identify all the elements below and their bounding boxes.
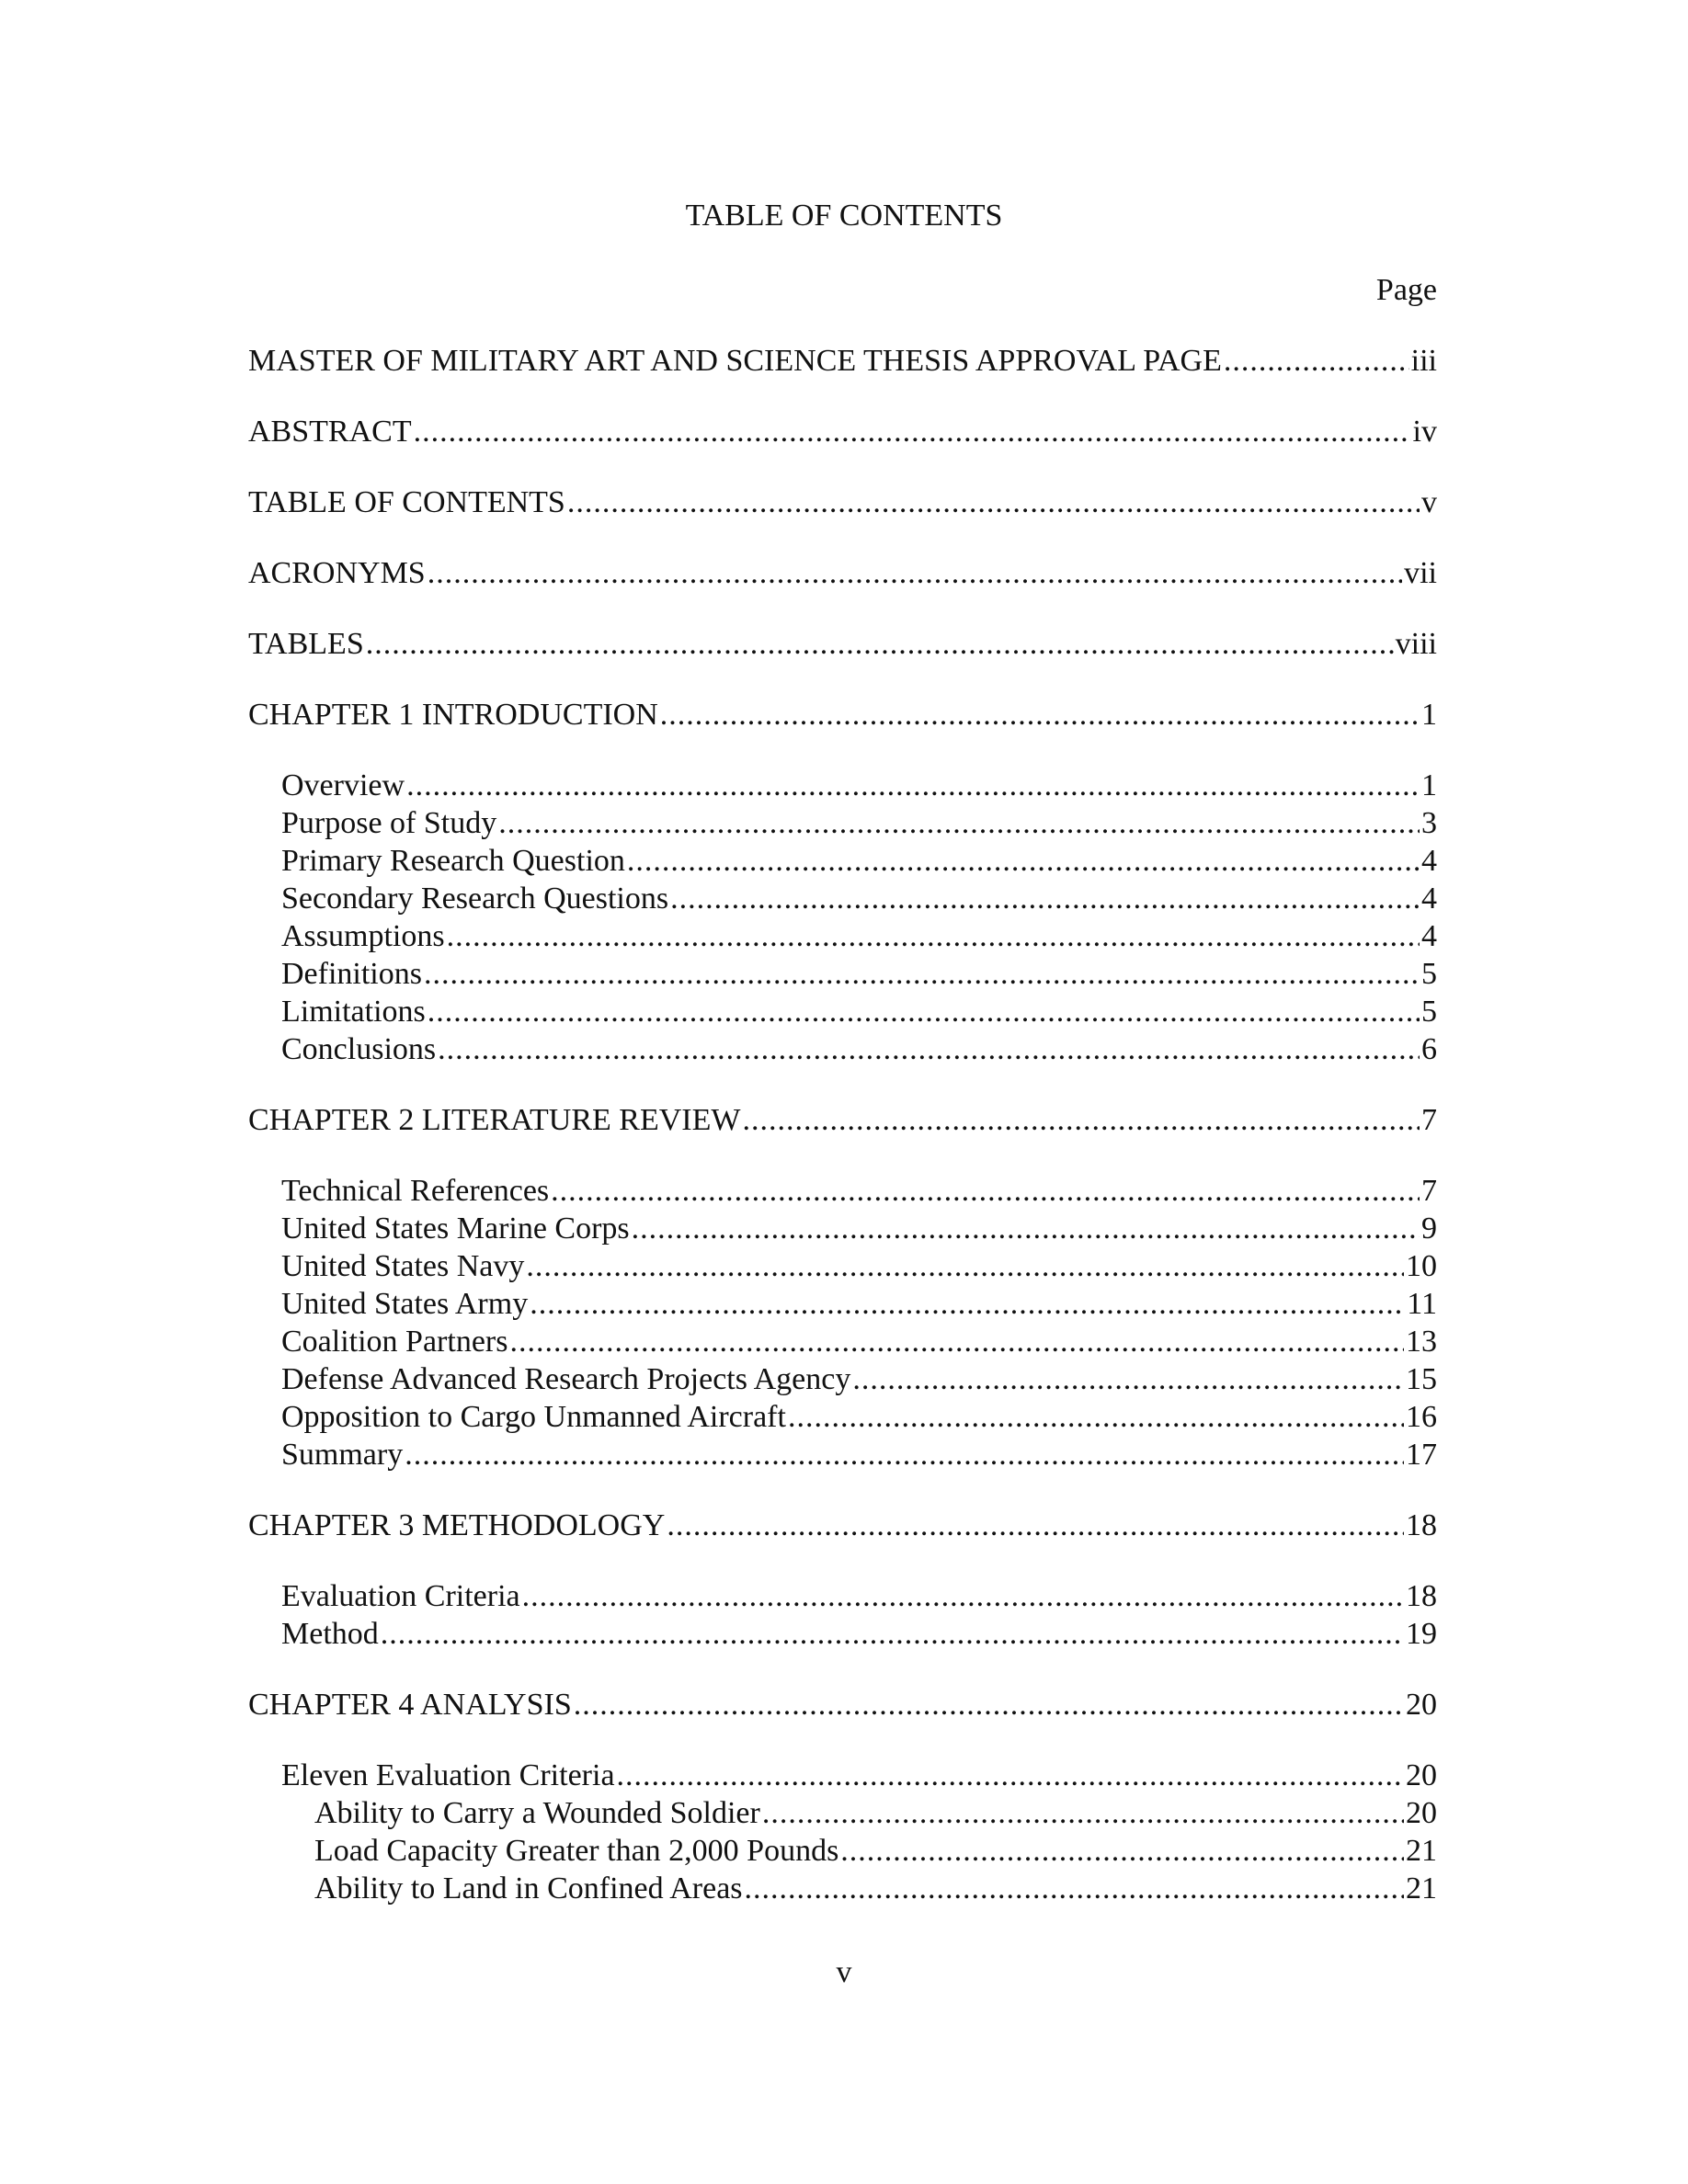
toc-entry-label: Defense Advanced Research Projects Agency (281, 1362, 851, 1396)
dot-leader (424, 956, 1420, 993)
toc-entry-chapter-3[interactable] (248, 1507, 1437, 1544)
toc-entry-approval-page[interactable] (248, 343, 1437, 380)
toc-entry-summary[interactable] (248, 1437, 1437, 1473)
dot-leader (522, 1578, 1404, 1615)
dot-leader (438, 1031, 1420, 1068)
dot-leader (498, 805, 1420, 842)
dot-leader (406, 768, 1420, 804)
toc-entry-page: 5 (1421, 995, 1437, 1029)
toc-entry-page: 5 (1421, 957, 1437, 991)
toc-entry-page: 9 (1421, 1211, 1437, 1246)
toc-entry-label: CHAPTER 2 LITERATURE REVIEW (248, 1103, 741, 1137)
toc-entry-label: Evaluation Criteria (281, 1579, 520, 1613)
toc-entry-tables[interactable] (248, 626, 1437, 663)
toc-entry-page: 1 (1421, 698, 1437, 732)
toc-entry-limitations[interactable] (248, 994, 1437, 1030)
toc-entry-secondary-research-questions[interactable] (248, 881, 1437, 917)
toc-entry-page: 20 (1406, 1688, 1437, 1722)
toc-entry-page: 10 (1406, 1249, 1437, 1283)
toc-entry-purpose-of-study[interactable] (248, 805, 1437, 842)
toc-entry-page: 21 (1406, 1834, 1437, 1868)
toc-entry-conclusions[interactable] (248, 1031, 1437, 1068)
dot-leader (1224, 343, 1409, 380)
toc-entry-page: 4 (1421, 844, 1437, 878)
toc-entry-label: Load Capacity Greater than 2,000 Pounds (314, 1834, 839, 1868)
toc-entry-page: 17 (1406, 1438, 1437, 1472)
page-column-heading: Page (1375, 273, 1437, 307)
toc-entry-label: United States Marine Corps (281, 1211, 630, 1246)
toc-entry-definitions[interactable] (248, 956, 1437, 993)
toc-entry-wounded-soldier[interactable] (248, 1795, 1437, 1832)
toc-entry-page: 13 (1406, 1325, 1437, 1359)
toc-entry-chapter-1[interactable] (248, 697, 1437, 734)
toc-entry-page: 18 (1406, 1579, 1437, 1613)
toc-entry-technical-references[interactable] (248, 1173, 1437, 1210)
dot-leader (660, 697, 1420, 734)
toc-entry-page: 15 (1406, 1362, 1437, 1396)
toc-entry-label: Method (281, 1617, 379, 1651)
dot-leader (530, 1286, 1405, 1323)
toc-entry-opposition[interactable] (248, 1399, 1437, 1436)
table-of-contents (248, 0, 1437, 2184)
toc-entry-page: 20 (1406, 1796, 1437, 1830)
dot-leader (670, 881, 1420, 917)
dot-leader (567, 484, 1420, 521)
dot-leader (428, 994, 1420, 1030)
toc-entry-page: 6 (1421, 1032, 1437, 1066)
dot-leader (381, 1616, 1404, 1653)
toc-entry-label: Conclusions (281, 1032, 437, 1066)
toc-entry-label: Summary (281, 1438, 404, 1472)
dot-leader (762, 1795, 1404, 1832)
toc-entry-label: United States Army (281, 1287, 529, 1321)
toc-entry-label: Ability to Carry a Wounded Soldier (314, 1796, 760, 1830)
toc-entry-label: Definitions (281, 957, 422, 991)
toc-entry-page: 21 (1406, 1871, 1437, 1905)
toc-entry-label: Primary Research Question (281, 844, 625, 878)
toc-entry-label: Eleven Evaluation Criteria (281, 1758, 615, 1792)
dot-leader (574, 1687, 1404, 1723)
toc-entry-label: Coalition Partners (281, 1325, 508, 1359)
dot-leader (617, 1757, 1404, 1794)
toc-entry-page: 18 (1406, 1508, 1437, 1542)
toc-entry-navy[interactable] (248, 1248, 1437, 1285)
dot-leader (852, 1361, 1404, 1398)
toc-entry-darpa[interactable] (248, 1361, 1437, 1398)
toc-entry-label: Ability to Land in Confined Areas (314, 1871, 743, 1905)
toc-entry-army[interactable] (248, 1286, 1437, 1323)
toc-entry-overview[interactable] (248, 768, 1437, 804)
toc-entry-page: iv (1412, 415, 1437, 449)
dot-leader (551, 1173, 1420, 1210)
toc-entry-label: CHAPTER 1 INTRODUCTION (248, 698, 658, 732)
toc-entry-page: v (1421, 485, 1437, 519)
toc-entry-page: 4 (1421, 919, 1437, 953)
toc-entry-label: Technical References (281, 1174, 550, 1208)
toc-entry-label: Purpose of Study (281, 806, 497, 840)
dot-leader (414, 414, 1411, 450)
dot-leader (526, 1248, 1404, 1285)
toc-entry-page: 11 (1407, 1287, 1437, 1321)
toc-entry-chapter-4[interactable] (248, 1687, 1437, 1723)
toc-entry-page: iii (1410, 344, 1437, 378)
toc-entry-acronyms[interactable] (248, 555, 1437, 592)
toc-entry-coalition-partners[interactable] (248, 1324, 1437, 1360)
dot-leader (366, 626, 1394, 663)
toc-entry-page: vii (1404, 556, 1437, 590)
page-number-footer: v (836, 1955, 852, 1989)
toc-entry-page: 4 (1421, 882, 1437, 916)
toc-entry-label: CHAPTER 4 ANALYSIS (248, 1688, 572, 1722)
dot-leader (632, 1211, 1420, 1247)
toc-entry-assumptions[interactable] (248, 918, 1437, 955)
toc-entry-page: 19 (1406, 1617, 1437, 1651)
dot-leader (509, 1324, 1404, 1360)
toc-entry-load-capacity[interactable] (248, 1833, 1437, 1870)
dot-leader (447, 918, 1420, 955)
toc-entry-marine-corps[interactable] (248, 1211, 1437, 1247)
toc-entry-page: 3 (1421, 806, 1437, 840)
toc-entry-label: Overview (281, 768, 405, 802)
toc-entry-page: 7 (1421, 1174, 1437, 1208)
dot-leader (742, 1102, 1420, 1139)
toc-entry-label: TABLE OF CONTENTS (248, 485, 565, 519)
toc-entry-evaluation-criteria[interactable] (248, 1578, 1437, 1615)
toc-entry-label: Secondary Research Questions (281, 882, 669, 916)
toc-entry-method[interactable] (248, 1616, 1437, 1653)
toc-entry-label: Assumptions (281, 919, 445, 953)
toc-entry-label: Limitations (281, 995, 426, 1029)
dot-leader (627, 843, 1420, 880)
toc-entry-page: 20 (1406, 1758, 1437, 1792)
toc-entry-abstract[interactable] (248, 414, 1437, 450)
toc-entry-label: MASTER OF MILITARY ART AND SCIENCE THESIS APPROVAL PAGE (248, 344, 1222, 378)
toc-entry-label: CHAPTER 3 METHODOLOGY (248, 1508, 666, 1542)
toc-entry-page: 7 (1421, 1103, 1437, 1137)
dot-leader (428, 555, 1402, 592)
toc-entry-label: ACRONYMS (248, 556, 426, 590)
dot-leader (840, 1833, 1404, 1870)
document-title: TABLE OF CONTENTS (685, 199, 1003, 233)
toc-entry-label: TABLES (248, 627, 364, 661)
dot-leader (405, 1437, 1404, 1473)
toc-entry-label: United States Navy (281, 1249, 525, 1283)
toc-entry-label: ABSTRACT (248, 415, 412, 449)
dot-leader (788, 1399, 1404, 1436)
toc-entry-page: viii (1395, 627, 1437, 661)
toc-entry-eleven-evaluation-criteria[interactable] (248, 1757, 1437, 1794)
toc-entry-chapter-2[interactable] (248, 1102, 1437, 1139)
dot-leader (745, 1871, 1404, 1907)
toc-entry-label: Opposition to Cargo Unmanned Aircraft (281, 1400, 786, 1434)
toc-entry-confined-areas[interactable] (248, 1871, 1437, 1907)
dot-leader (667, 1507, 1404, 1544)
toc-entry-table-of-contents[interactable] (248, 484, 1437, 521)
toc-entry-page: 16 (1406, 1400, 1437, 1434)
toc-entry-primary-research-question[interactable] (248, 843, 1437, 880)
toc-entry-page: 1 (1421, 768, 1437, 802)
